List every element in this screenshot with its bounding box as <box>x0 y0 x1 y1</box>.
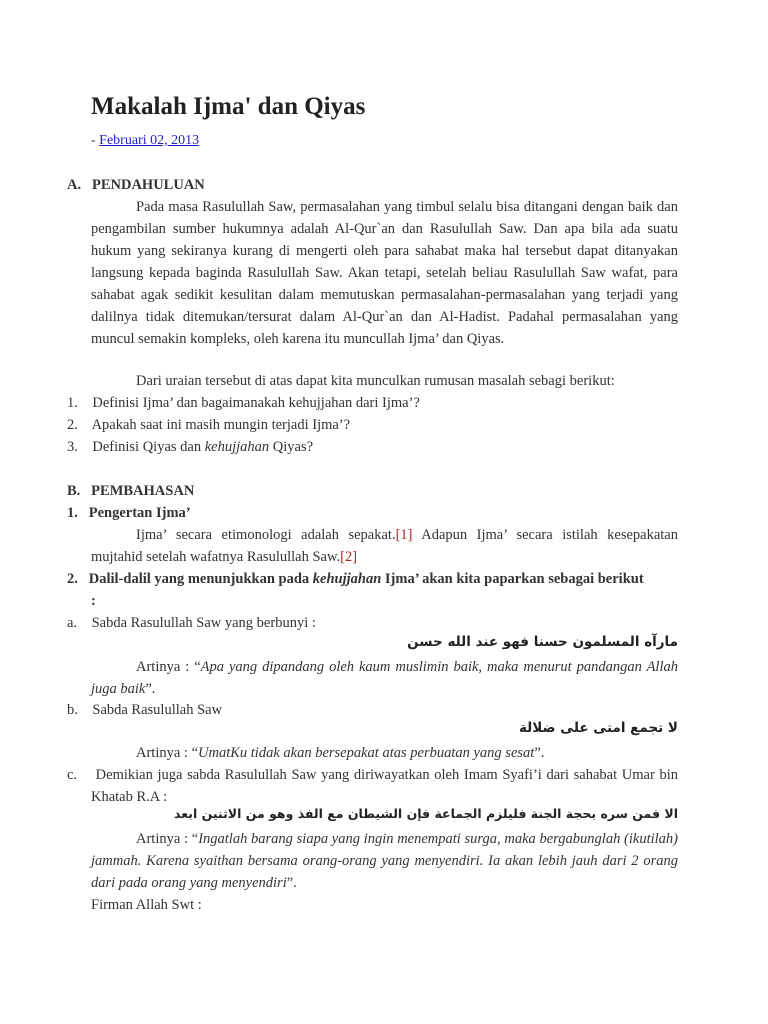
artinya-b <box>136 742 544 764</box>
section-a-title: PENDAHULUAN <box>91 177 205 193</box>
list-text: Definisi Ijma’ dan bagaimanakah kehujjahan dari Ijma’? <box>92 395 420 411</box>
subsection-2-colon: : <box>91 593 96 609</box>
subsection-1-number: 1. <box>67 505 78 521</box>
para-text: Adapun Ijma’ secara istilah kesepakatan mujtahid setelah wafatnya Rasulullah Saw. <box>91 527 678 565</box>
date-prefix: - <box>91 133 96 148</box>
footnote-ref-2[interactable]: [2] <box>340 549 358 565</box>
list-item <box>67 392 420 414</box>
artinya-close: ”. <box>534 745 545 761</box>
post-date-line <box>91 133 199 149</box>
list-item <box>67 436 313 458</box>
artinya-meaning: UmatKu tidak akan bersepakat atas perbuatan yang sesat <box>198 745 535 761</box>
list-number: 3. <box>67 439 78 455</box>
point-c-letter: c. <box>67 767 78 783</box>
section-a-heading <box>67 174 205 196</box>
list-text-italic: kehujjahan <box>204 439 270 455</box>
list-number: 2. <box>67 417 78 433</box>
list-item <box>67 414 350 436</box>
arabic-text-a: مارآه المسلمون حسنا فهو عند الله حسن <box>407 634 678 650</box>
artinya-a <box>91 656 678 700</box>
list-text: Apakah saat ini masih mungin terjadi Ijma’? <box>91 417 351 433</box>
artinya-meaning: Apa yang dipandang oleh kaum muslimin baik, maka menurut pandangan Allah juga baik <box>91 659 678 697</box>
point-b <box>67 699 222 721</box>
section-a-intro: Dari uraian tersebut di atas dapat kita munculkan rumusan masalah sebagi berikut: <box>136 373 615 389</box>
section-a-paragraph: Pada masa Rasulullah Saw, permasalahan yang timbul selalu bisa ditangani dengan baik dan pengambilan sumber hukumnya adalah Al-Qur`an dan Rasulullah Saw. Dan apa bila ada suatu hukum yang sekiranya kurang di mengerti oleh para sahabat maka hal tersebut dapat ditanyakan langsung kepada baginda Rasulullah Saw. Akan tetapi, setelah beliau Rasulullah Saw wafat, para sahabat agak sedikit kesulitan dalam memutuskan permasalahan-permasalahan yang terjadi yang dalilnya tidak ditemukan/tersurat dalam Al-Qur`an dan Al-Hadist. Padahal permasalahan yang muncul semakin kompleks, oleh karena itu muncullah Ijma’ dan Qiyas. <box>91 199 678 347</box>
section-b-title: PEMBAHASAN <box>91 483 195 499</box>
point-c-text: Demikian juga sabda Rasulullah Saw yang diriwayatkan oleh Imam Syafi’i dari sahabat Umar bin Khatab R.A : <box>91 767 678 805</box>
point-c <box>67 764 678 808</box>
firman-line: Firman Allah Swt : <box>91 897 202 913</box>
artinya-label: Artinya : “ <box>136 745 199 761</box>
point-b-letter: b. <box>67 702 78 718</box>
footnote-ref-1[interactable]: [1] <box>395 527 413 543</box>
arabic-text-c: الا فمن سره بحجة الجنة فليلزم الجماعة فإن الشيطان مع الفذ وهو من الاثنين ابعد <box>174 806 678 821</box>
list-text-pre: Definisi Qiyas dan <box>92 439 205 455</box>
subsection-1-heading <box>67 502 191 524</box>
post-date-link[interactable]: Februari 02, 2013 <box>99 133 200 148</box>
subsection-2-post: Ijma’ akan kita paparkan sebagai berikut <box>381 571 644 587</box>
section-b-heading <box>67 480 194 502</box>
section-b-letter: B. <box>67 483 81 499</box>
list-text-post: Qiyas? <box>269 439 314 455</box>
point-b-text: Sabda Rasulullah Saw <box>92 702 223 718</box>
section-a-letter: A. <box>67 177 82 193</box>
subsection-2-pre: Dalil-dalil yang menunjukkan pada <box>88 571 313 587</box>
subsection-1-paragraph <box>91 524 678 568</box>
subsection-2-heading <box>67 568 644 590</box>
post-title: Makalah Ijma' dan Qiyas <box>91 93 366 120</box>
point-a-text: Sabda Rasulullah Saw yang berbunyi : <box>91 615 316 631</box>
arabic-text-b: لا تجمع امتى على ضلالة <box>518 720 678 736</box>
list-number: 1. <box>67 395 78 411</box>
subsection-2-number: 2. <box>67 571 78 587</box>
point-a <box>67 612 316 634</box>
artinya-c <box>91 828 678 894</box>
subsection-1-title: Pengertan Ijma’ <box>88 505 191 521</box>
artinya-close: ”. <box>145 681 156 697</box>
artinya-close: ”. <box>286 875 297 891</box>
point-a-letter: a. <box>67 615 78 631</box>
para-text: Ijma’ secara etimonologi adalah sepakat. <box>136 527 396 543</box>
artinya-meaning: Ingatlah barang siapa yang ingin menempati surga, maka bergabunglah (ikutilah) jammah. Karena syaithan bersama orang-orang yang menyendiri. Ia akan lebih jauh dari 2 orang dari pada orang yang menyendiri <box>91 831 678 891</box>
artinya-label: Artinya : “ <box>136 831 199 847</box>
subsection-2-italic: kehujjahan <box>312 571 382 587</box>
artinya-label: Artinya : “ <box>136 659 201 675</box>
